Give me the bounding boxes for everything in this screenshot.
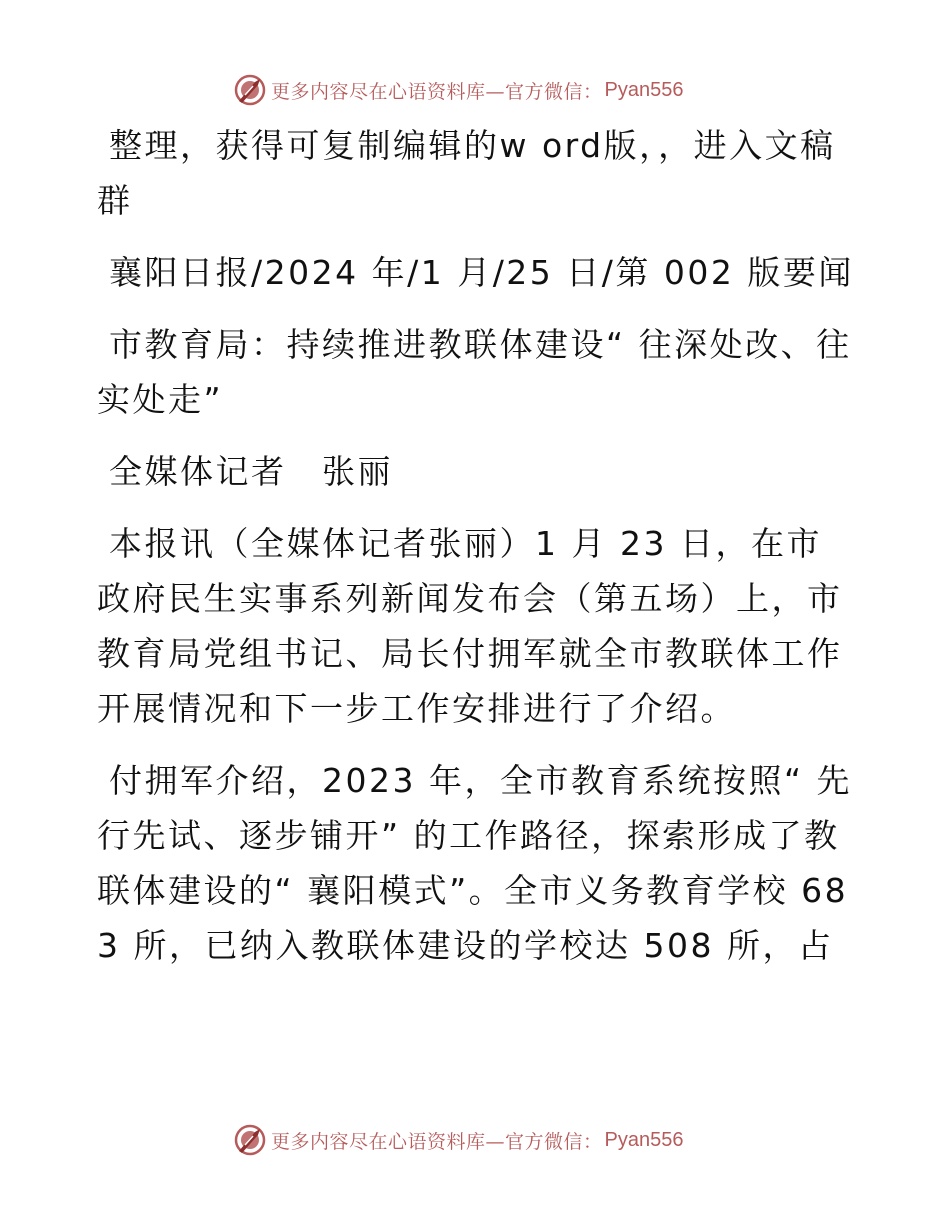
footer-banner	[233, 1120, 713, 1160]
quill-seal-logo-icon	[233, 73, 267, 107]
document-body	[97, 118, 857, 990]
document-paragraph: 付拥军介绍，2023 年，全市教育系统按照“ 先行先试、逐步铺开” 的工作路径，探索形成了教联体建设的“ 襄阳模式”。全市义务教育学校 683 所，已纳入教联体建设的学校达 508 所，占	[97, 761, 853, 965]
header-banner	[233, 70, 713, 110]
quill-seal-logo-icon	[233, 1123, 267, 1157]
footer-wechat-id: Pyan556	[604, 1128, 684, 1151]
document-paragraph-note: 整理，获得可复制编辑的w ord版，，进入文稿群	[97, 126, 836, 220]
document-paragraph: 本报讯（全媒体记者张丽）1 月 23 日，在市政府民生实事系列新闻发布会（第五场）上，市教育局党组书记、局长付拥军就全市教联体工作开展情况和下一步工作安排进行了介绍。	[97, 524, 843, 728]
document-source-line: 襄阳日报/2024 年/1 月/25 日/第 002 版要闻	[109, 253, 854, 292]
document-byline: 全媒体记者 张丽	[109, 452, 393, 491]
header-wechat-id: Pyan556	[604, 78, 684, 101]
document-headline: 市教育局：持续推进教联体建设“ 往深处改、往实处走”	[97, 325, 852, 419]
header-banner-text: 更多内容尽在心语资料库—官方微信：	[271, 80, 603, 103]
footer-banner-text: 更多内容尽在心语资料库—官方微信：	[271, 1130, 603, 1153]
